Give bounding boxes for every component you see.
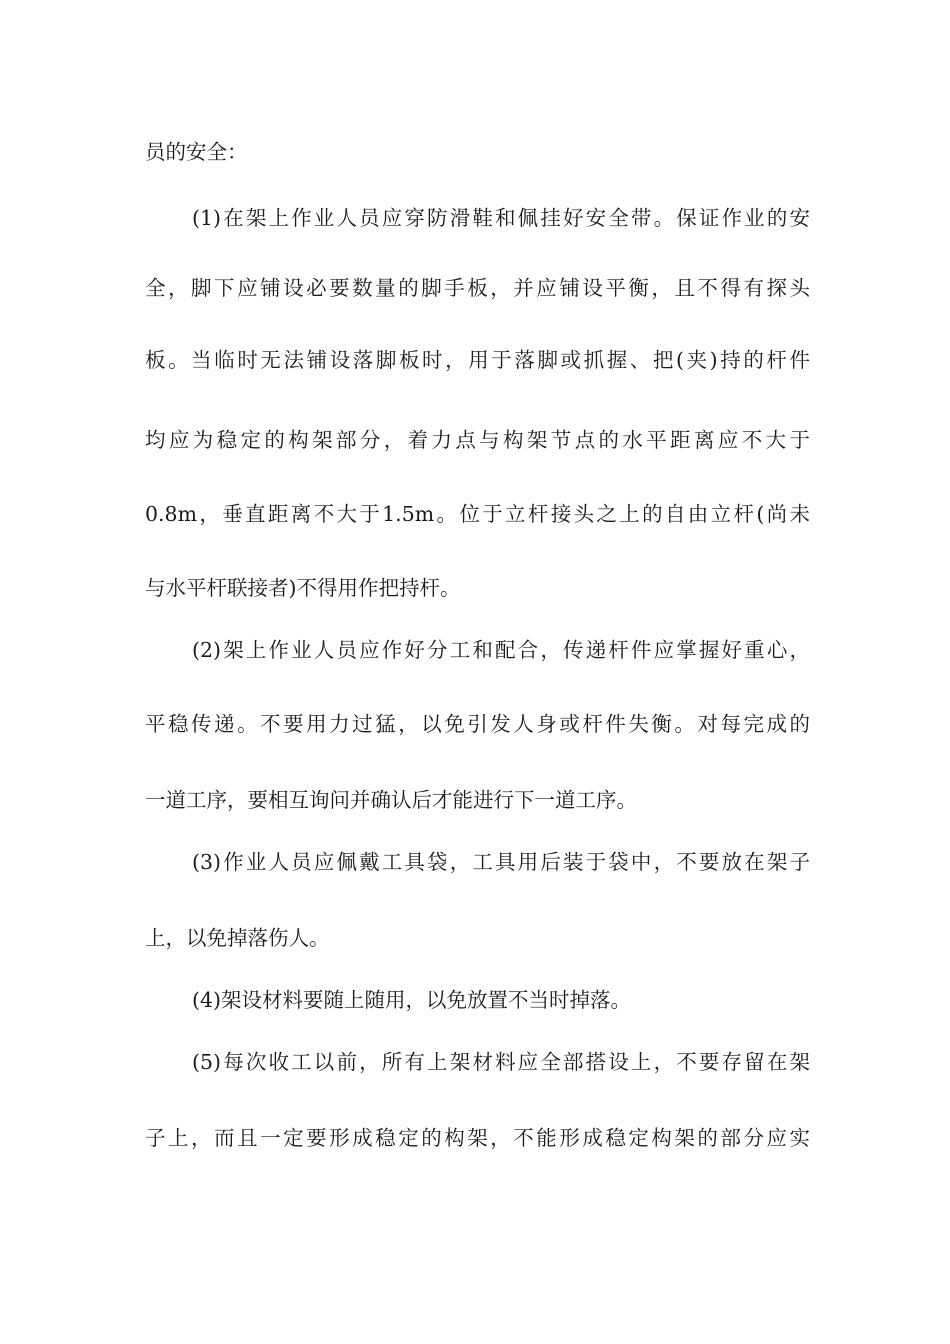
paragraph-3-line: (3)作业人员应佩戴工具袋，工具用后装于袋中，不要放在架子 [192,850,810,874]
text-line: 板。当临时无法铺设落脚板时，用于落脚或抓握、把(夹)持的杆件 [145,348,810,372]
paragraph-2-line: (2)架上作业人员应作好分工和配合，传递杆件应掌握好重心， [192,638,810,662]
text-line: 均应为稳定的构架部分，着力点与构架节点的水平距离应不大于 [145,428,810,452]
paragraph-4-line: (4)架设材料要随上随用，以免放置不当时掉落。 [192,988,632,1012]
text-line: 员的安全： [145,140,248,164]
text-line: 平稳传递。不要用力过猛，以免引发人身或杆件失衡。对每完成的 [145,712,810,736]
text-line: 子上，而且一定要形成稳定的构架，不能形成稳定构架的部分应实 [145,1126,810,1150]
text-line: 与水平杆联接者)不得用作把持杆。 [145,576,461,600]
paragraph-1-line: (1)在架上作业人员应穿防滑鞋和佩挂好安全带。保证作业的安 [192,206,810,230]
text-line: 0.8m，垂直距离不大于1.5m。位于立杆接头之上的自由立杆(尚未 [145,502,810,526]
text-line: 全，脚下应铺设必要数量的脚手板，并应铺设平衡，且不得有探头 [145,276,810,300]
text-line: 一道工序，要相互询问并确认后才能进行下一道工序。 [145,788,637,812]
text-line: 上，以免掉落伤人。 [145,926,330,950]
paragraph-5-line: (5)每次收工以前，所有上架材料应全部搭设上，不要存留在架 [192,1050,810,1074]
